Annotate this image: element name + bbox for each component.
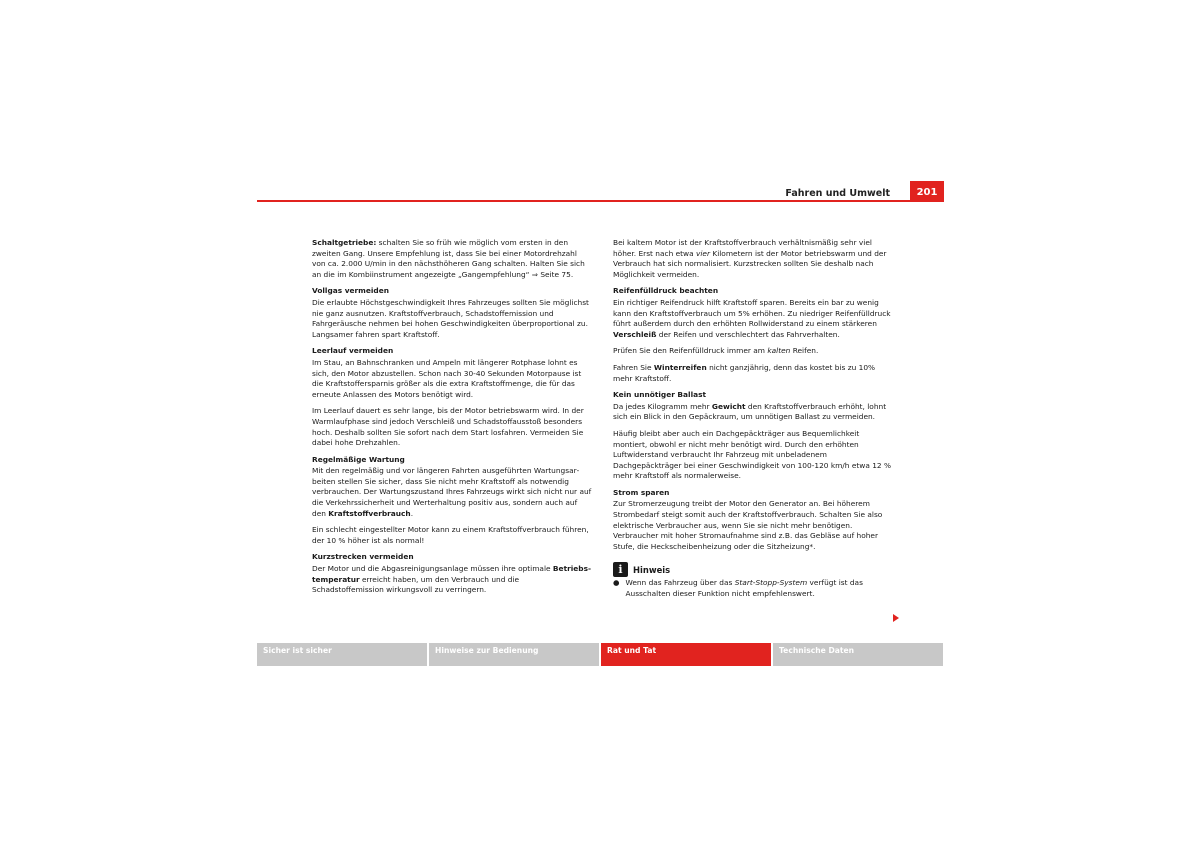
paragraph-winterreifen: Fahren Sie Winterreifen nicht ganzjährig, denn das kostet bis zu 10% mehr Kraftstoff. (613, 362, 876, 383)
paragraph-vollgas: Die erlaubte Höchstgeschwindigkeit Ihres Fahrzeuges sollten Sie möglichst nie ganz ausnutzen. Kraftstoffverbrauch, Schadstoffemission und Fahrgeräusche nehmen bei hohen Geschwindigkeiten überproportional zu. Langsamer fahren spart Kraftstoff. (312, 297, 589, 339)
left-column (312, 238, 592, 602)
continue-arrow-icon (893, 614, 899, 622)
paragraph-leerlauf-1: Im Stau, an Bahnschranken und Ampeln mit längerer Rotphase lohnt es sich, den Motor abzustellen. Schon nach 30-40 Sekunden Motorpause ist die Kraftstoffersparnis größer als die extra Kraftstoffmenge, die für das erneute Anlassen des Motors benötigt wird. (312, 357, 582, 399)
paragraph-dachgepaecktraeger: Häufig bleibt aber auch ein Dachgepäckträger aus Bequemlichkeit montiert, obwohl er nicht mehr benötigt wird. Durch den erhöhten Luftwiderstand verbraucht Ihr Fahrzeug mit unbeladenem Dachgepäckträger bei einer Geschwindigkeit von 100-120 km/h etwa 12 % mehr Kraftstoff als normalerweise. (613, 428, 891, 481)
heading-kurzstrecken: Kurzstrecken vermeiden (312, 552, 414, 562)
hinweis-header (613, 562, 893, 577)
footer-tab-rat-und-tat[interactable]: Rat und Tat (601, 643, 771, 666)
footer-nav (257, 643, 943, 666)
paragraph-kurzstrecken: Der Motor und die Abgasreinigungsanlage müssen ihre optimale Betriebstemperatur erreicht haben, um den Verbrauch und die Schadstoffemission wirkungsvoll zu verringern. (312, 564, 592, 595)
heading-wartung: Regelmäßige Wartung (312, 454, 405, 464)
footer-tab-hinweise-zur-bedienung[interactable]: Hinweise zur Bedienung (429, 643, 599, 666)
paragraph-kalter-motor: Bei kaltem Motor ist der Kraftstoffverbrauch verhältnismäßig sehr viel höher. Erst nach etwa vier Kilometern ist der Motor betriebswarm und der Verbrauch hat sich normalisiert. Kurzstrecken sollten Sie deshalb nach Möglichkeit vermeiden. (613, 238, 887, 279)
hinweis-box (613, 562, 893, 599)
paragraph-pruefen: Prüfen Sie den Reifenfülldruck immer am kalten Reifen. (613, 346, 819, 356)
footer-tab-sicher-ist-sicher[interactable]: Sicher ist sicher (257, 643, 427, 666)
paragraph-ballast: Da jedes Kilogramm mehr Gewicht den Kraftstoffverbrauch erhöht, lohnt sich ein Blick in den Gepäckraum, um unnötigen Ballast zu vermeiden. (613, 401, 887, 422)
paragraph-leerlauf-2: Im Leerlauf dauert es sehr lange, bis der Motor betriebswarm wird. In der Warmlaufphase sind jedoch Verschleiß und Schadstoffausstoß besonders hoch. Deshalb sollten Sie sofort nach dem Start losfahren. Vermeiden Sie dabei hohe Drehzahlen. (312, 406, 584, 448)
paragraph-reifen: Ein richtiger Reifendruck hilft Kraftstoff sparen. Bereits ein bar zu wenig kann den Kraftstoffverbrauch um 5% erhöhen. Zu niedriger Reifenfülldruck führt außerdem durch den erhöhten Rollwiderstand zu einem stärkeren Verschleiß der Reifen und verschlechtert das Fahrverhalten. (613, 297, 891, 339)
right-column (613, 238, 893, 600)
heading-ballast: Kein unnötiger Ballast (613, 390, 707, 400)
footer-tab-technische-daten[interactable]: Technische Daten (773, 643, 943, 666)
info-icon: i (613, 562, 628, 577)
hinweis-text: Wenn das Fahrzeug über das Start-Stopp-System verfügt ist das Ausschalten dieser Funktion nicht empfehlenswert. (625, 578, 863, 599)
heading-reifen: Reifenfülldruck beachten (613, 286, 719, 296)
hinweis-item (613, 578, 893, 599)
paragraph-wartung: Mit den regelmäßig und vor längeren Fahrten ausgeführten Wartungsarbeiten stellen Sie sicher, dass Sie nicht mehr Kraftstoff als notwendig verbrauchen. Der Wartungszustand Ihres Fahrzeugs wirkt sich nicht nur auf die Verkehrssicherheit und Werterhaltung positiv aus, sondern auch auf den Kraftstoffverbrauch. (312, 466, 592, 518)
paragraph-strom: Zur Stromerzeugung treibt der Motor den Generator an. Bei höherem Strombedarf steigt somit auch der Kraftstoffverbrauch. Schalten Sie also elektrische Verbraucher aus, wenn Sie sie nicht mehr benötigen. Verbraucher mit hoher Stromaufnahme sind z.B. das Gebläse auf hoher Stufe, die Heckscheibenheizung oder die Sitzheizung*. (613, 499, 883, 551)
paragraph-motor: Ein schlecht eingestellter Motor kann zu einem Kraftstoffverbrauch führen, der 10 % höher ist als normal! (312, 525, 589, 545)
heading-leerlauf: Leerlauf vermeiden (312, 346, 394, 356)
page-number: 201 (910, 181, 944, 201)
paragraph-schaltgetriebe: Schaltgetriebe: schalten Sie so früh wie möglich vom ersten in den zweiten Gang. Unsere Empfehlung ist, dass Sie bei einer Motordrehzahl von ca. 2.000 U/min in den nächsthöheren Gang schalten. Halten Sie sich an die im Kombiinstrument angezeigte „Gangempfehlung“ ⇒ Seite 75. (312, 238, 585, 279)
hinweis-title: Hinweis (633, 564, 671, 575)
page-header-title: Fahren und Umwelt (785, 188, 890, 199)
bullet-icon: ● (613, 578, 620, 588)
header-rule (257, 200, 944, 202)
heading-strom: Strom sparen (613, 487, 670, 497)
heading-vollgas: Vollgas vermeiden (312, 286, 389, 296)
